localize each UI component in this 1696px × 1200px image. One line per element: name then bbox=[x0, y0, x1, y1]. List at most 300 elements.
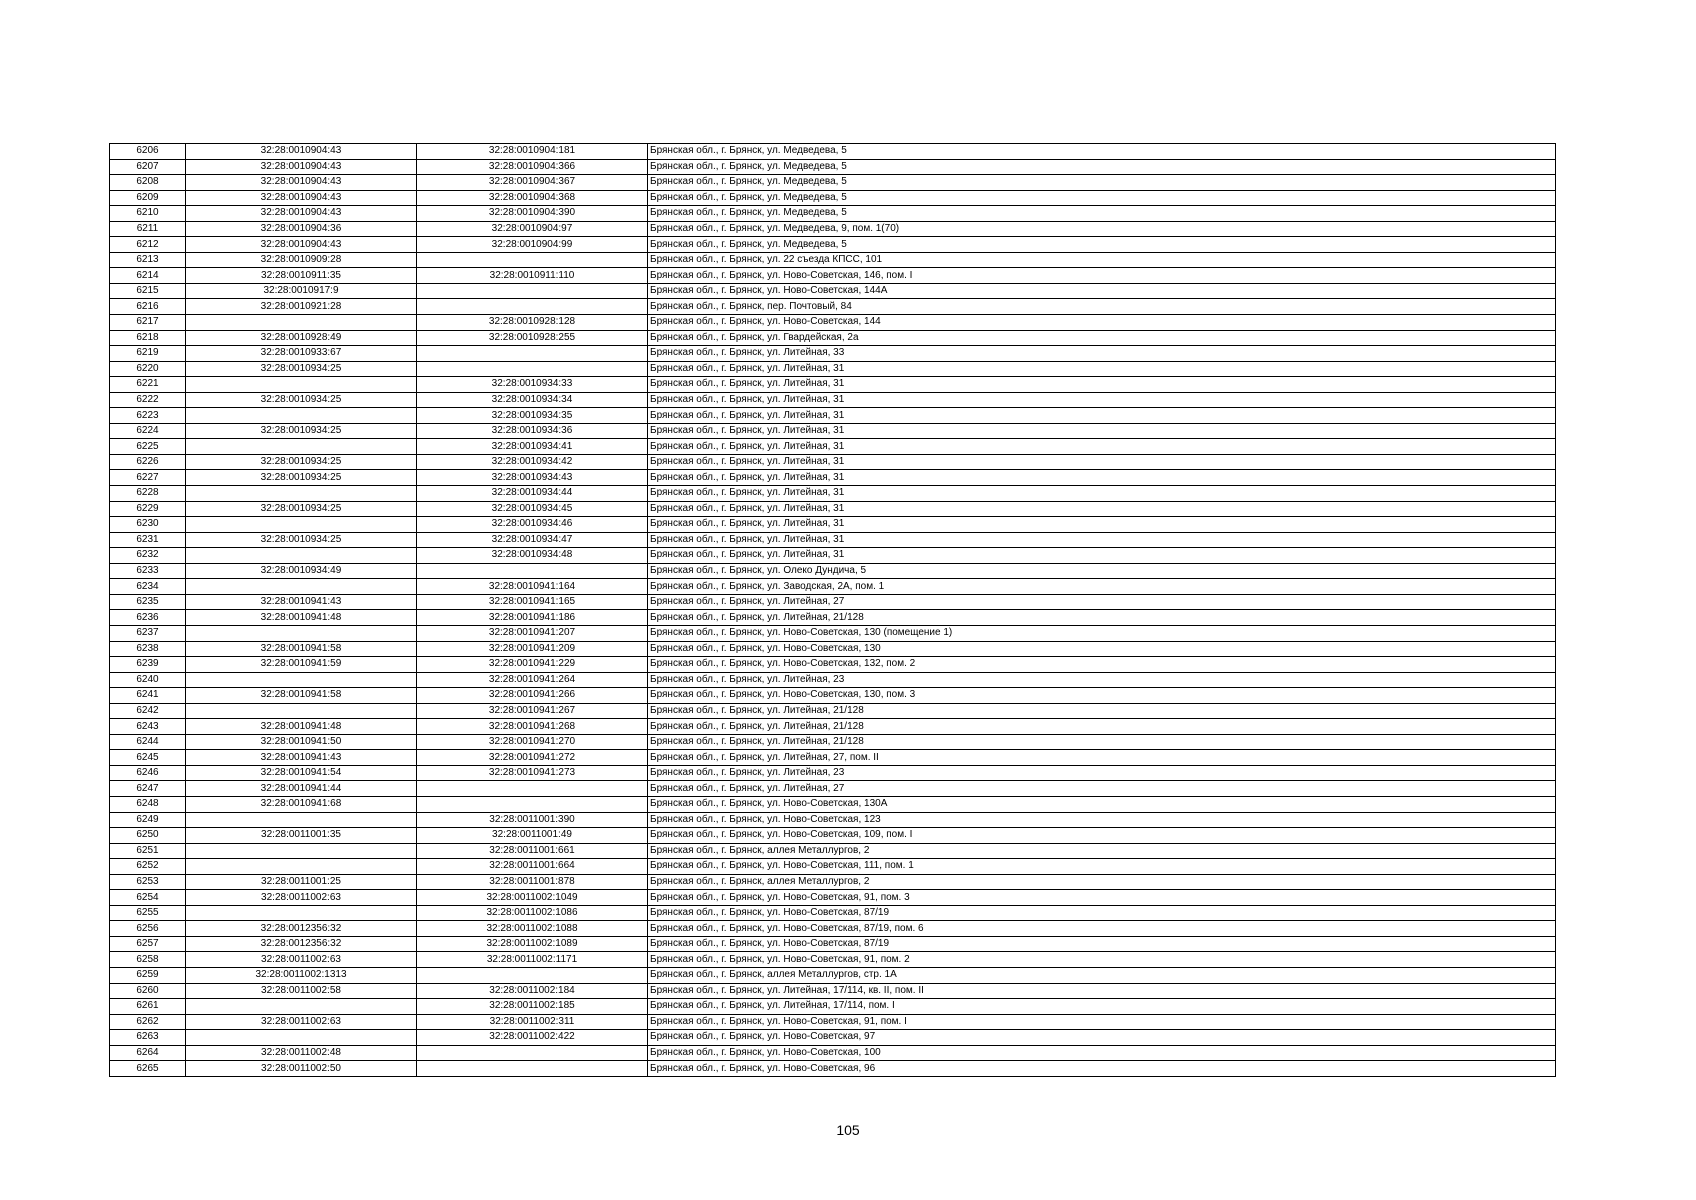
land-cadastral-number-cell bbox=[186, 439, 417, 455]
address-cell: Брянская обл., г. Брянск, ул. Ново-Советская, 146, пом. I bbox=[648, 268, 1556, 284]
table-row bbox=[110, 610, 1556, 626]
table-row bbox=[110, 625, 1556, 641]
table-row bbox=[110, 796, 1556, 812]
land-cadastral-number-cell: 32:28:0010921:28 bbox=[186, 299, 417, 315]
address-cell: Брянская обл., г. Брянск, аллея Металлургов, стр. 1А bbox=[648, 967, 1556, 983]
row-number-cell: 6250 bbox=[110, 828, 186, 844]
object-cadastral-number-cell: 32:28:0010934:47 bbox=[417, 532, 648, 548]
address-cell: Брянская обл., г. Брянск, ул. Ново-Советская, 87/19, пом. 6 bbox=[648, 921, 1556, 937]
table-row bbox=[110, 905, 1556, 921]
row-number-cell: 6247 bbox=[110, 781, 186, 797]
table-row bbox=[110, 719, 1556, 735]
land-cadastral-number-cell bbox=[186, 486, 417, 502]
land-cadastral-number-cell: 32:28:0011002:48 bbox=[186, 1045, 417, 1061]
land-cadastral-number-cell: 32:28:0011001:25 bbox=[186, 874, 417, 890]
address-cell: Брянская обл., г. Брянск, ул. Литейная, 31 bbox=[648, 377, 1556, 393]
table-row bbox=[110, 439, 1556, 455]
land-cadastral-number-cell bbox=[186, 843, 417, 859]
address-cell: Брянская обл., г. Брянск, ул. Ново-Советская, 91, пом. 3 bbox=[648, 890, 1556, 906]
object-cadastral-number-cell: 32:28:0010904:366 bbox=[417, 159, 648, 175]
table-row bbox=[110, 983, 1556, 999]
object-cadastral-number-cell: 32:28:0010941:209 bbox=[417, 641, 648, 657]
land-cadastral-number-cell bbox=[186, 812, 417, 828]
address-cell: Брянская обл., г. Брянск, ул. Медведева, 5 bbox=[648, 237, 1556, 253]
row-number-cell: 6236 bbox=[110, 610, 186, 626]
address-cell: Брянская обл., г. Брянск, ул. Медведева, 9, пом. 1(70) bbox=[648, 221, 1556, 237]
object-cadastral-number-cell: 32:28:0010904:390 bbox=[417, 206, 648, 222]
object-cadastral-number-cell: 32:28:0010904:99 bbox=[417, 237, 648, 253]
row-number-cell: 6255 bbox=[110, 905, 186, 921]
table-row bbox=[110, 812, 1556, 828]
address-cell: Брянская обл., г. Брянск, ул. Литейная, 31 bbox=[648, 501, 1556, 517]
table-row bbox=[110, 501, 1556, 517]
land-cadastral-number-cell: 32:28:0010904:43 bbox=[186, 206, 417, 222]
land-cadastral-number-cell: 32:28:0011002:50 bbox=[186, 1061, 417, 1077]
table-row bbox=[110, 781, 1556, 797]
object-cadastral-number-cell: 32:28:0010941:267 bbox=[417, 703, 648, 719]
land-cadastral-number-cell: 32:28:0010917:9 bbox=[186, 283, 417, 299]
row-number-cell: 6210 bbox=[110, 206, 186, 222]
table-row bbox=[110, 283, 1556, 299]
table-row bbox=[110, 144, 1556, 160]
table-row bbox=[110, 734, 1556, 750]
object-cadastral-number-cell bbox=[417, 563, 648, 579]
table-row bbox=[110, 936, 1556, 952]
address-cell: Брянская обл., г. Брянск, ул. Медведева, 5 bbox=[648, 175, 1556, 191]
address-cell: Брянская обл., г. Брянск, ул. Ново-Советская, 123 bbox=[648, 812, 1556, 828]
land-cadastral-number-cell: 32:28:0010904:43 bbox=[186, 175, 417, 191]
row-number-cell: 6206 bbox=[110, 144, 186, 160]
address-cell: Брянская обл., г. Брянск, ул. Литейная, 21/128 bbox=[648, 719, 1556, 735]
row-number-cell: 6265 bbox=[110, 1061, 186, 1077]
table-row bbox=[110, 159, 1556, 175]
object-cadastral-number-cell: 32:28:0010941:264 bbox=[417, 672, 648, 688]
object-cadastral-number-cell: 32:28:0010904:367 bbox=[417, 175, 648, 191]
table-row bbox=[110, 392, 1556, 408]
table-row bbox=[110, 486, 1556, 502]
table-row bbox=[110, 1045, 1556, 1061]
land-cadastral-number-cell: 32:28:0010941:43 bbox=[186, 594, 417, 610]
land-cadastral-number-cell: 32:28:0010941:48 bbox=[186, 610, 417, 626]
row-number-cell: 6254 bbox=[110, 890, 186, 906]
table-row bbox=[110, 579, 1556, 595]
land-cadastral-number-cell: 32:28:0010941:68 bbox=[186, 796, 417, 812]
address-cell: Брянская обл., г. Брянск, ул. Гвардейская, 2а bbox=[648, 330, 1556, 346]
object-cadastral-number-cell: 32:28:0011002:311 bbox=[417, 1014, 648, 1030]
land-cadastral-number-cell: 32:28:0010941:54 bbox=[186, 765, 417, 781]
address-cell: Брянская обл., г. Брянск, ул. Литейная, 31 bbox=[648, 532, 1556, 548]
row-number-cell: 6252 bbox=[110, 859, 186, 875]
object-cadastral-number-cell: 32:28:0010934:36 bbox=[417, 423, 648, 439]
table-row bbox=[110, 252, 1556, 268]
address-cell: Брянская обл., г. Брянск, ул. Литейная, 31 bbox=[648, 517, 1556, 533]
table-row bbox=[110, 672, 1556, 688]
land-cadastral-number-cell: 32:28:0010941:58 bbox=[186, 641, 417, 657]
object-cadastral-number-cell: 32:28:0010941:272 bbox=[417, 750, 648, 766]
address-cell: Брянская обл., г. Брянск, ул. Литейная, 31 bbox=[648, 454, 1556, 470]
table-row bbox=[110, 703, 1556, 719]
row-number-cell: 6230 bbox=[110, 517, 186, 533]
address-cell: Брянская обл., г. Брянск, ул. Литейная, 21/128 bbox=[648, 703, 1556, 719]
object-cadastral-number-cell bbox=[417, 299, 648, 315]
row-number-cell: 6221 bbox=[110, 377, 186, 393]
land-cadastral-number-cell bbox=[186, 625, 417, 641]
row-number-cell: 6237 bbox=[110, 625, 186, 641]
address-cell: Брянская обл., г. Брянск, ул. Литейная, 31 bbox=[648, 470, 1556, 486]
address-cell: Брянская обл., г. Брянск, ул. Ново-Советская, 144А bbox=[648, 283, 1556, 299]
row-number-cell: 6223 bbox=[110, 408, 186, 424]
land-cadastral-number-cell: 32:28:0010909:28 bbox=[186, 252, 417, 268]
land-cadastral-number-cell: 32:28:0011002:63 bbox=[186, 952, 417, 968]
row-number-cell: 6242 bbox=[110, 703, 186, 719]
row-number-cell: 6264 bbox=[110, 1045, 186, 1061]
object-cadastral-number-cell: 32:28:0011002:1086 bbox=[417, 905, 648, 921]
row-number-cell: 6229 bbox=[110, 501, 186, 517]
address-cell: Брянская обл., г. Брянск, ул. Литейная, 31 bbox=[648, 392, 1556, 408]
row-number-cell: 6259 bbox=[110, 967, 186, 983]
object-cadastral-number-cell: 32:28:0010941:165 bbox=[417, 594, 648, 610]
address-cell: Брянская обл., г. Брянск, ул. Ново-Советская, 130А bbox=[648, 796, 1556, 812]
address-cell: Брянская обл., г. Брянск, ул. 22 съезда КПСС, 101 bbox=[648, 252, 1556, 268]
table-row bbox=[110, 175, 1556, 191]
table-row bbox=[110, 641, 1556, 657]
row-number-cell: 6216 bbox=[110, 299, 186, 315]
land-cadastral-number-cell bbox=[186, 999, 417, 1015]
row-number-cell: 6212 bbox=[110, 237, 186, 253]
row-number-cell: 6260 bbox=[110, 983, 186, 999]
land-cadastral-number-cell: 32:28:0010941:59 bbox=[186, 657, 417, 673]
object-cadastral-number-cell bbox=[417, 361, 648, 377]
address-cell: Брянская обл., г. Брянск, ул. Ново-Советская, 87/19 bbox=[648, 905, 1556, 921]
land-cadastral-number-cell: 32:28:0010941:44 bbox=[186, 781, 417, 797]
address-cell: Брянская обл., г. Брянск, ул. Ново-Советская, 109, пом. I bbox=[648, 828, 1556, 844]
object-cadastral-number-cell bbox=[417, 1045, 648, 1061]
table-row bbox=[110, 517, 1556, 533]
address-cell: Брянская обл., г. Брянск, ул. Литейная, 17/114, кв. II, пом. II bbox=[648, 983, 1556, 999]
address-cell: Брянская обл., г. Брянск, ул. Литейная, 27, пом. II bbox=[648, 750, 1556, 766]
address-cell: Брянская обл., г. Брянск, ул. Литейная, 31 bbox=[648, 548, 1556, 564]
table-row bbox=[110, 330, 1556, 346]
table-row bbox=[110, 594, 1556, 610]
address-cell: Брянская обл., г. Брянск, ул. Литейная, 31 bbox=[648, 408, 1556, 424]
land-cadastral-number-cell: 32:28:0010941:48 bbox=[186, 719, 417, 735]
land-cadastral-number-cell: 32:28:0011002:63 bbox=[186, 890, 417, 906]
address-cell: Брянская обл., г. Брянск, ул. Ново-Советская, 96 bbox=[648, 1061, 1556, 1077]
land-cadastral-number-cell bbox=[186, 703, 417, 719]
registry-table bbox=[109, 143, 1556, 1077]
object-cadastral-number-cell: 32:28:0010941:207 bbox=[417, 625, 648, 641]
row-number-cell: 6226 bbox=[110, 454, 186, 470]
row-number-cell: 6207 bbox=[110, 159, 186, 175]
object-cadastral-number-cell: 32:28:0010934:43 bbox=[417, 470, 648, 486]
land-cadastral-number-cell: 32:28:0010941:50 bbox=[186, 734, 417, 750]
row-number-cell: 6218 bbox=[110, 330, 186, 346]
address-cell: Брянская обл., г. Брянск, ул. Олеко Дундича, 5 bbox=[648, 563, 1556, 579]
object-cadastral-number-cell: 32:28:0010928:255 bbox=[417, 330, 648, 346]
land-cadastral-number-cell bbox=[186, 672, 417, 688]
land-cadastral-number-cell bbox=[186, 1030, 417, 1046]
row-number-cell: 6234 bbox=[110, 579, 186, 595]
row-number-cell: 6245 bbox=[110, 750, 186, 766]
table-row bbox=[110, 657, 1556, 673]
address-cell: Брянская обл., г. Брянск, ул. Литейная, 27 bbox=[648, 594, 1556, 610]
table-row bbox=[110, 843, 1556, 859]
object-cadastral-number-cell bbox=[417, 796, 648, 812]
object-cadastral-number-cell: 32:28:0010941:186 bbox=[417, 610, 648, 626]
row-number-cell: 6208 bbox=[110, 175, 186, 191]
table-row bbox=[110, 1014, 1556, 1030]
row-number-cell: 6224 bbox=[110, 423, 186, 439]
address-cell: Брянская обл., г. Брянск, ул. Ново-Советская, 130, пом. 3 bbox=[648, 688, 1556, 704]
land-cadastral-number-cell: 32:28:0010941:58 bbox=[186, 688, 417, 704]
object-cadastral-number-cell: 32:28:0011002:422 bbox=[417, 1030, 648, 1046]
row-number-cell: 6235 bbox=[110, 594, 186, 610]
object-cadastral-number-cell: 32:28:0010934:45 bbox=[417, 501, 648, 517]
object-cadastral-number-cell: 32:28:0011001:390 bbox=[417, 812, 648, 828]
table-row bbox=[110, 967, 1556, 983]
object-cadastral-number-cell bbox=[417, 283, 648, 299]
address-cell: Брянская обл., г. Брянск, ул. Медведева, 5 bbox=[648, 190, 1556, 206]
land-cadastral-number-cell: 32:28:0010904:43 bbox=[186, 144, 417, 160]
land-cadastral-number-cell: 32:28:0010941:43 bbox=[186, 750, 417, 766]
table-row bbox=[110, 315, 1556, 331]
address-cell: Брянская обл., г. Брянск, ул. Ново-Советская, 97 bbox=[648, 1030, 1556, 1046]
land-cadastral-number-cell: 32:28:0010934:25 bbox=[186, 532, 417, 548]
table-row bbox=[110, 828, 1556, 844]
row-number-cell: 6241 bbox=[110, 688, 186, 704]
table-row bbox=[110, 750, 1556, 766]
object-cadastral-number-cell: 32:28:0010941:268 bbox=[417, 719, 648, 735]
address-cell: Брянская обл., г. Брянск, пер. Почтовый, 84 bbox=[648, 299, 1556, 315]
land-cadastral-number-cell: 32:28:0010933:67 bbox=[186, 346, 417, 362]
address-cell: Брянская обл., г. Брянск, ул. Ново-Советская, 91, пом. I bbox=[648, 1014, 1556, 1030]
address-cell: Брянская обл., г. Брянск, ул. Литейная, 31 bbox=[648, 423, 1556, 439]
row-number-cell: 6263 bbox=[110, 1030, 186, 1046]
land-cadastral-number-cell: 32:28:0010934:49 bbox=[186, 563, 417, 579]
row-number-cell: 6262 bbox=[110, 1014, 186, 1030]
object-cadastral-number-cell: 32:28:0011002:1089 bbox=[417, 936, 648, 952]
land-cadastral-number-cell: 32:28:0010934:25 bbox=[186, 470, 417, 486]
table-row bbox=[110, 999, 1556, 1015]
object-cadastral-number-cell: 32:28:0010904:97 bbox=[417, 221, 648, 237]
land-cadastral-number-cell: 32:28:0010904:36 bbox=[186, 221, 417, 237]
row-number-cell: 6257 bbox=[110, 936, 186, 952]
object-cadastral-number-cell: 32:28:0010904:181 bbox=[417, 144, 648, 160]
table-row bbox=[110, 1061, 1556, 1077]
address-cell: Брянская обл., г. Брянск, ул. Ново-Советская, 100 bbox=[648, 1045, 1556, 1061]
address-cell: Брянская обл., г. Брянск, ул. Ново-Советская, 111, пом. 1 bbox=[648, 859, 1556, 875]
address-cell: Брянская обл., г. Брянск, ул. Литейная, 21/128 bbox=[648, 734, 1556, 750]
row-number-cell: 6258 bbox=[110, 952, 186, 968]
row-number-cell: 6244 bbox=[110, 734, 186, 750]
row-number-cell: 6256 bbox=[110, 921, 186, 937]
table-row bbox=[110, 377, 1556, 393]
page-number: 105 bbox=[836, 1122, 860, 1138]
row-number-cell: 6228 bbox=[110, 486, 186, 502]
address-cell: Брянская обл., г. Брянск, ул. Ново-Советская, 132, пом. 2 bbox=[648, 657, 1556, 673]
registry-table-body bbox=[110, 144, 1556, 1077]
row-number-cell: 6217 bbox=[110, 315, 186, 331]
address-cell: Брянская обл., г. Брянск, ул. Литейная, 21/128 bbox=[648, 610, 1556, 626]
row-number-cell: 6222 bbox=[110, 392, 186, 408]
object-cadastral-number-cell: 32:28:0011001:878 bbox=[417, 874, 648, 890]
land-cadastral-number-cell: 32:28:0010934:25 bbox=[186, 501, 417, 517]
object-cadastral-number-cell: 32:28:0010934:33 bbox=[417, 377, 648, 393]
object-cadastral-number-cell: 32:28:0010904:368 bbox=[417, 190, 648, 206]
address-cell: Брянская обл., г. Брянск, ул. Медведева, 5 bbox=[648, 159, 1556, 175]
table-row bbox=[110, 921, 1556, 937]
object-cadastral-number-cell: 32:28:0010941:266 bbox=[417, 688, 648, 704]
table-row bbox=[110, 206, 1556, 222]
land-cadastral-number-cell: 32:28:0011002:63 bbox=[186, 1014, 417, 1030]
land-cadastral-number-cell: 32:28:0011002:58 bbox=[186, 983, 417, 999]
table-row bbox=[110, 237, 1556, 253]
object-cadastral-number-cell bbox=[417, 252, 648, 268]
table-row bbox=[110, 874, 1556, 890]
row-number-cell: 6225 bbox=[110, 439, 186, 455]
object-cadastral-number-cell: 32:28:0010941:229 bbox=[417, 657, 648, 673]
row-number-cell: 6233 bbox=[110, 563, 186, 579]
row-number-cell: 6213 bbox=[110, 252, 186, 268]
address-cell: Брянская обл., г. Брянск, ул. Литейная, 23 bbox=[648, 765, 1556, 781]
table-row bbox=[110, 1030, 1556, 1046]
land-cadastral-number-cell: 32:28:0011001:35 bbox=[186, 828, 417, 844]
object-cadastral-number-cell: 32:28:0010934:48 bbox=[417, 548, 648, 564]
object-cadastral-number-cell: 32:28:0011002:1049 bbox=[417, 890, 648, 906]
address-cell: Брянская обл., г. Брянск, ул. Литейная, 31 bbox=[648, 361, 1556, 377]
address-cell: Брянская обл., г. Брянск, ул. Литейная, 23 bbox=[648, 672, 1556, 688]
object-cadastral-number-cell: 32:28:0011001:49 bbox=[417, 828, 648, 844]
address-cell: Брянская обл., г. Брянск, ул. Литейная, 31 bbox=[648, 439, 1556, 455]
row-number-cell: 6251 bbox=[110, 843, 186, 859]
table-row bbox=[110, 408, 1556, 424]
land-cadastral-number-cell bbox=[186, 859, 417, 875]
land-cadastral-number-cell bbox=[186, 905, 417, 921]
table-row bbox=[110, 548, 1556, 564]
object-cadastral-number-cell: 32:28:0011001:661 bbox=[417, 843, 648, 859]
row-number-cell: 6261 bbox=[110, 999, 186, 1015]
table-row bbox=[110, 423, 1556, 439]
row-number-cell: 6214 bbox=[110, 268, 186, 284]
row-number-cell: 6219 bbox=[110, 346, 186, 362]
table-row bbox=[110, 299, 1556, 315]
object-cadastral-number-cell: 32:28:0011002:1171 bbox=[417, 952, 648, 968]
object-cadastral-number-cell bbox=[417, 781, 648, 797]
land-cadastral-number-cell bbox=[186, 517, 417, 533]
table-row bbox=[110, 688, 1556, 704]
land-cadastral-number-cell: 32:28:0010911:35 bbox=[186, 268, 417, 284]
row-number-cell: 6211 bbox=[110, 221, 186, 237]
object-cadastral-number-cell: 32:28:0010941:270 bbox=[417, 734, 648, 750]
land-cadastral-number-cell: 32:28:0011002:1313 bbox=[186, 967, 417, 983]
row-number-cell: 6253 bbox=[110, 874, 186, 890]
table-row bbox=[110, 563, 1556, 579]
row-number-cell: 6209 bbox=[110, 190, 186, 206]
object-cadastral-number-cell: 32:28:0010934:34 bbox=[417, 392, 648, 408]
address-cell: Брянская обл., г. Брянск, ул. Медведева, 5 bbox=[648, 144, 1556, 160]
address-cell: Брянская обл., г. Брянск, ул. Ново-Советская, 144 bbox=[648, 315, 1556, 331]
land-cadastral-number-cell bbox=[186, 315, 417, 331]
land-cadastral-number-cell: 32:28:0010928:49 bbox=[186, 330, 417, 346]
object-cadastral-number-cell: 32:28:0011002:185 bbox=[417, 999, 648, 1015]
land-cadastral-number-cell bbox=[186, 408, 417, 424]
address-cell: Брянская обл., г. Брянск, ул. Ново-Советская, 91, пом. 2 bbox=[648, 952, 1556, 968]
table-row bbox=[110, 859, 1556, 875]
row-number-cell: 6246 bbox=[110, 765, 186, 781]
address-cell: Брянская обл., г. Брянск, аллея Металлургов, 2 bbox=[648, 874, 1556, 890]
land-cadastral-number-cell: 32:28:0010904:43 bbox=[186, 159, 417, 175]
object-cadastral-number-cell: 32:28:0011002:184 bbox=[417, 983, 648, 999]
address-cell: Брянская обл., г. Брянск, ул. Заводская, 2А, пом. 1 bbox=[648, 579, 1556, 595]
object-cadastral-number-cell: 32:28:0011001:664 bbox=[417, 859, 648, 875]
table-row bbox=[110, 361, 1556, 377]
address-cell: Брянская обл., г. Брянск, ул. Ново-Советская, 130 bbox=[648, 641, 1556, 657]
row-number-cell: 6227 bbox=[110, 470, 186, 486]
table-row bbox=[110, 268, 1556, 284]
object-cadastral-number-cell: 32:28:0010941:164 bbox=[417, 579, 648, 595]
table-row bbox=[110, 346, 1556, 362]
row-number-cell: 6215 bbox=[110, 283, 186, 299]
address-cell: Брянская обл., г. Брянск, ул. Литейная, 31 bbox=[648, 486, 1556, 502]
object-cadastral-number-cell: 32:28:0010934:46 bbox=[417, 517, 648, 533]
land-cadastral-number-cell bbox=[186, 377, 417, 393]
row-number-cell: 6232 bbox=[110, 548, 186, 564]
table-row bbox=[110, 221, 1556, 237]
object-cadastral-number-cell: 32:28:0010934:41 bbox=[417, 439, 648, 455]
land-cadastral-number-cell: 32:28:0010904:43 bbox=[186, 190, 417, 206]
row-number-cell: 6231 bbox=[110, 532, 186, 548]
land-cadastral-number-cell: 32:28:0010934:25 bbox=[186, 454, 417, 470]
land-cadastral-number-cell: 32:28:0012356:32 bbox=[186, 936, 417, 952]
object-cadastral-number-cell bbox=[417, 1061, 648, 1077]
object-cadastral-number-cell: 32:28:0010941:273 bbox=[417, 765, 648, 781]
table-row bbox=[110, 470, 1556, 486]
row-number-cell: 6248 bbox=[110, 796, 186, 812]
land-cadastral-number-cell bbox=[186, 548, 417, 564]
land-cadastral-number-cell: 32:28:0010934:25 bbox=[186, 392, 417, 408]
table-row bbox=[110, 190, 1556, 206]
table-row bbox=[110, 890, 1556, 906]
row-number-cell: 6249 bbox=[110, 812, 186, 828]
table-row bbox=[110, 532, 1556, 548]
address-cell: Брянская обл., г. Брянск, ул. Медведева, 5 bbox=[648, 206, 1556, 222]
table-row bbox=[110, 765, 1556, 781]
address-cell: Брянская обл., г. Брянск, ул. Ново-Советская, 87/19 bbox=[648, 936, 1556, 952]
object-cadastral-number-cell: 32:28:0010934:42 bbox=[417, 454, 648, 470]
object-cadastral-number-cell bbox=[417, 967, 648, 983]
object-cadastral-number-cell: 32:28:0010911:110 bbox=[417, 268, 648, 284]
land-cadastral-number-cell bbox=[186, 579, 417, 595]
object-cadastral-number-cell: 32:28:0011002:1088 bbox=[417, 921, 648, 937]
row-number-cell: 6240 bbox=[110, 672, 186, 688]
table-row bbox=[110, 952, 1556, 968]
land-cadastral-number-cell: 32:28:0010934:25 bbox=[186, 361, 417, 377]
row-number-cell: 6239 bbox=[110, 657, 186, 673]
address-cell: Брянская обл., г. Брянск, ул. Ново-Советская, 130 (помещение 1) bbox=[648, 625, 1556, 641]
address-cell: Брянская обл., г. Брянск, ул. Литейная, 33 bbox=[648, 346, 1556, 362]
land-cadastral-number-cell: 32:28:0010934:25 bbox=[186, 423, 417, 439]
object-cadastral-number-cell bbox=[417, 346, 648, 362]
row-number-cell: 6220 bbox=[110, 361, 186, 377]
land-cadastral-number-cell: 32:28:0010904:43 bbox=[186, 237, 417, 253]
object-cadastral-number-cell: 32:28:0010934:44 bbox=[417, 486, 648, 502]
address-cell: Брянская обл., г. Брянск, аллея Металлургов, 2 bbox=[648, 843, 1556, 859]
table-row bbox=[110, 454, 1556, 470]
address-cell: Брянская обл., г. Брянск, ул. Литейная, 27 bbox=[648, 781, 1556, 797]
address-cell: Брянская обл., г. Брянск, ул. Литейная, 17/114, пом. I bbox=[648, 999, 1556, 1015]
row-number-cell: 6243 bbox=[110, 719, 186, 735]
row-number-cell: 6238 bbox=[110, 641, 186, 657]
